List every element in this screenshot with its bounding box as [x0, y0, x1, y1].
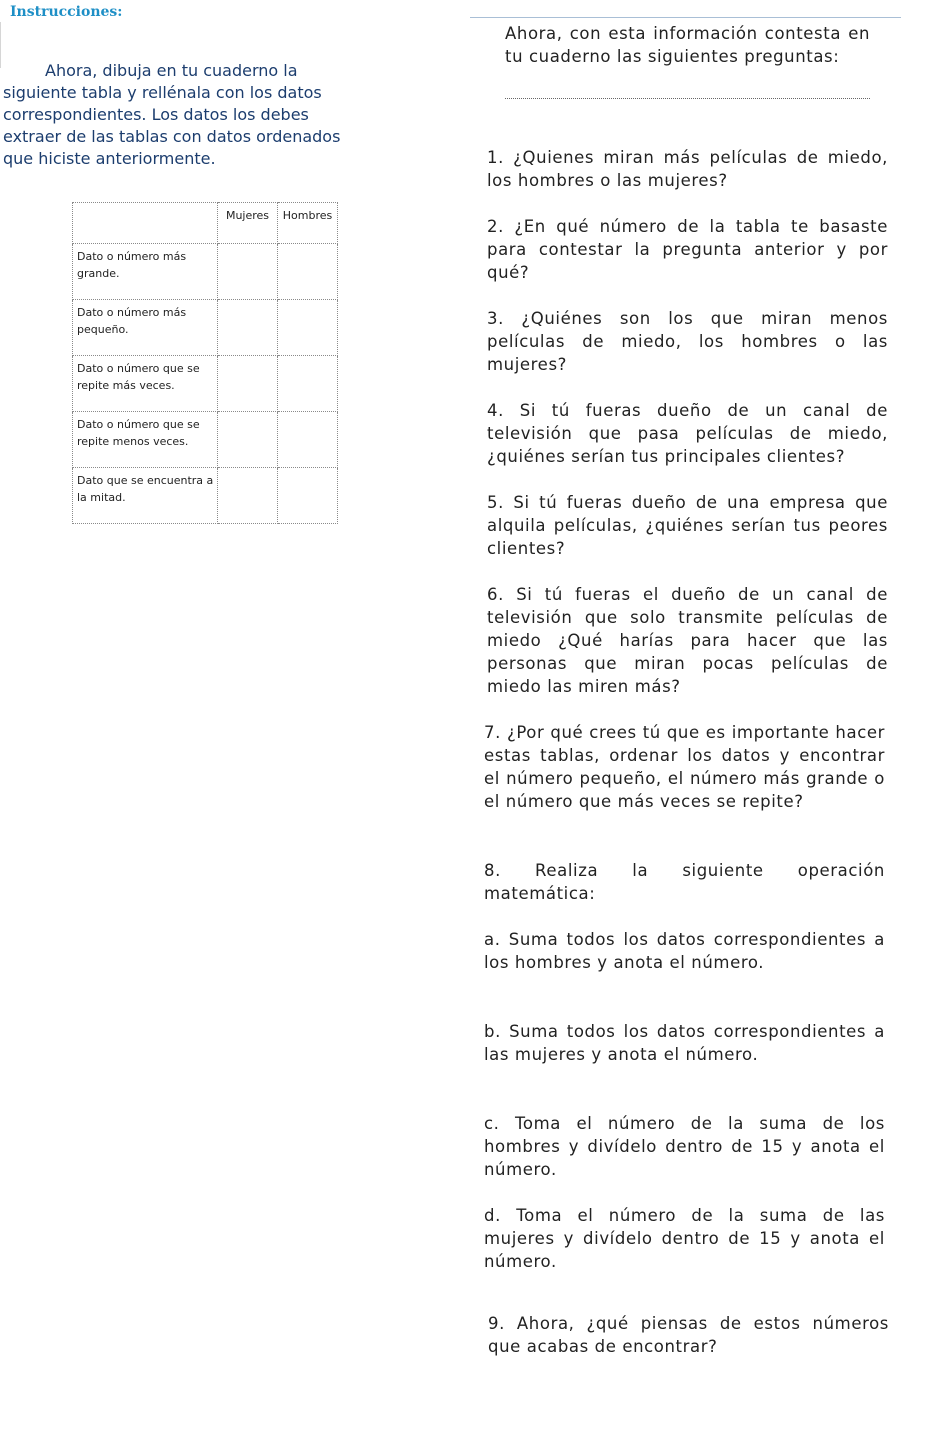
- question-8d: d. Toma el número de la suma de las mujeres y divídelo dentro de 15 y anota el número.: [484, 1206, 885, 1271]
- empty-cell: [218, 468, 278, 524]
- empty-cell: [278, 412, 338, 468]
- intro-paragraph: [3, 60, 371, 170]
- question-8c: c. Toma el número de la suma de los hombres y divídelo dentro de 15 y anota el número.: [484, 1114, 885, 1179]
- empty-cell: [278, 244, 338, 300]
- question-5: 5. Si tú fueras dueño de una empresa que alquila películas, ¿quiénes serían tus peores clientes?: [487, 493, 888, 558]
- table-row: [73, 300, 338, 356]
- table-header-row: [73, 203, 338, 244]
- top-divider: [470, 17, 901, 18]
- question-8b: b. Suma todos los datos correspondientes a las mujeres y anota el número.: [484, 1022, 885, 1064]
- column-header-hombres: Hombres: [278, 203, 338, 244]
- row-label: Dato o número que se repite más veces.: [73, 356, 218, 412]
- intro-text: Ahora, dibuja en tu cuaderno la siguiente tabla y rellénala con los datos correspondientes. Los datos los debes extraer de las tablas con datos ordenados que hiciste anteriormente.: [3, 61, 341, 168]
- question-3: 3. ¿Quiénes son los que miran menos películas de miedo, los hombres o las mujeres?: [487, 309, 888, 374]
- margin-line: [0, 22, 1, 68]
- row-label: Dato o número que se repite menos veces.: [73, 412, 218, 468]
- dotted-divider: [505, 98, 870, 99]
- empty-cell: [278, 356, 338, 412]
- empty-cell: [278, 300, 338, 356]
- question-9: 9. Ahora, ¿qué piensas de estos números que acabas de encontrar?: [488, 1314, 889, 1356]
- row-label: Dato o número más pequeño.: [73, 300, 218, 356]
- table-row: [73, 244, 338, 300]
- instructions-heading: Instrucciones:: [10, 4, 123, 20]
- question-2: 2. ¿En qué número de la tabla te basaste para contestar la pregunta anterior y por qué?: [487, 217, 888, 282]
- question-6: 6. Si tú fueras el dueño de un canal de televisión que solo transmite películas de miedo ¿Qué harías para hacer que las personas que miran pocas películas de miedo las miren más?: [487, 585, 888, 696]
- data-table: [72, 202, 338, 524]
- table-row: [73, 356, 338, 412]
- table-row: [73, 412, 338, 468]
- questions-intro: Ahora, con esta información contesta en tu cuaderno las siguientes preguntas:: [505, 24, 870, 66]
- question-7: 7. ¿Por qué crees tú que es importante hacer estas tablas, ordenar los datos y encontrar el número pequeño, el número más grande o el número que más veces se repite?: [484, 723, 885, 811]
- question-1: 1. ¿Quienes miran más películas de miedo, los hombres o las mujeres?: [487, 148, 888, 190]
- question-8: 8. Realiza la siguiente operación matemática:: [484, 861, 885, 903]
- column-header-mujeres: Mujeres: [218, 203, 278, 244]
- row-label: Dato que se encuentra a la mitad.: [73, 468, 218, 524]
- empty-cell: [278, 468, 338, 524]
- row-label: Dato o número más grande.: [73, 244, 218, 300]
- empty-cell: [218, 412, 278, 468]
- empty-cell: [218, 244, 278, 300]
- table-row: [73, 468, 338, 524]
- table-corner-cell: [73, 203, 218, 244]
- question-8a: a. Suma todos los datos correspondientes a los hombres y anota el número.: [484, 930, 885, 972]
- empty-cell: [218, 356, 278, 412]
- empty-cell: [218, 300, 278, 356]
- question-4: 4. Si tú fueras dueño de un canal de televisión que pasa películas de miedo, ¿quiénes serían tus principales clientes?: [487, 401, 888, 466]
